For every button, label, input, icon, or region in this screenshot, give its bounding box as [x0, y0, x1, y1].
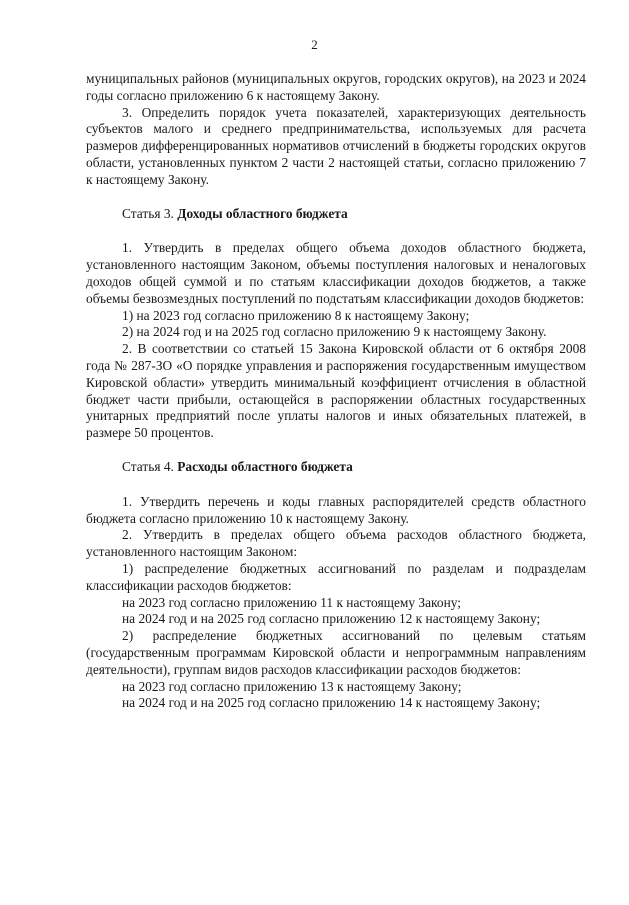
article-4-prefix: Статья 4.: [122, 458, 178, 474]
paragraph: 2. В соответствии со статьей 15 Закона Кировской области от 6 октября 2008 года № 287-ЗО «О порядке управления и распоряжения государственным имуществом Кировской области» утвердить минимальный коэффициент отчисления в областной бюджет части прибыли, остающейся в распоряжении областных государственных унитарных предприятий после уплаты налогов и иных обязательных платежей, в размере 50 процентов.: [86, 341, 586, 441]
article-4-heading: [86, 459, 586, 476]
paragraph: муниципальных районов (муниципальных округов, городских округов), на 2023 и 2024 годы согласно приложению 6 к настоящему Закону.: [86, 71, 586, 103]
paragraph: 2. Утвердить в пределах общего объема расходов областного бюджета, установленного настоящим Законом:: [86, 527, 586, 560]
paragraph: 3. Определить порядок учета показателей, характеризующих деятельность субъектов малого и среднего предпринимательства, используемых для расчета размеров дифференцированных нормативов отчислений в бюджеты городских округов области, установленных пунктом 2 части 2 настоящей статьи, согласно приложению 7 к настоящему Закону.: [86, 104, 586, 187]
paragraph: 2) распределение бюджетных ассигнований по целевым статьям (государственным программам Кировской области и непрограммным направлениям деятельности), группам видов расходов классификации расходов бюджетов:: [86, 628, 586, 677]
paragraph: 1) на 2023 год согласно приложению 8 к настоящему Закону;: [122, 307, 470, 323]
paragraph: на 2023 год согласно приложению 11 к настоящему Закону;: [122, 594, 461, 610]
paragraph: 1. Утвердить перечень и коды главных распорядителей средств областного бюджета согласно приложению 10 к настоящему Закону.: [86, 493, 586, 526]
paragraph: 2) на 2024 год и на 2025 год согласно приложению 9 к настоящему Закону.: [122, 324, 547, 340]
paragraph: 1) распределение бюджетных ассигнований по разделам и подразделам классификации расходов бюджетов:: [86, 560, 586, 593]
article-4-title: Расходы областного бюджета: [177, 458, 353, 474]
paragraph: 1. Утвердить в пределах общего объема доходов областного бюджета, установленного настоящим Законом, объемы поступления налоговых и неналоговых доходов общей суммой и по статьям классификации доходов бюджетов, а также объемы безвозмездных поступлений по подстатьям классификации доходов бюджетов:: [86, 240, 586, 306]
paragraph: на 2024 год и на 2025 год согласно приложению 12 к настоящему Закону;: [122, 611, 541, 627]
paragraph: на 2023 год согласно приложению 13 к настоящему Закону;: [122, 678, 462, 694]
article-3-heading: [86, 206, 586, 223]
document-body: [86, 71, 586, 712]
article-3-title: Доходы областного бюджета: [177, 205, 348, 221]
paragraph: на 2024 год и на 2025 год согласно приложению 14 к настоящему Закону;: [122, 695, 541, 711]
article-3-prefix: Статья 3.: [122, 205, 178, 221]
page-number: 2: [311, 37, 318, 52]
